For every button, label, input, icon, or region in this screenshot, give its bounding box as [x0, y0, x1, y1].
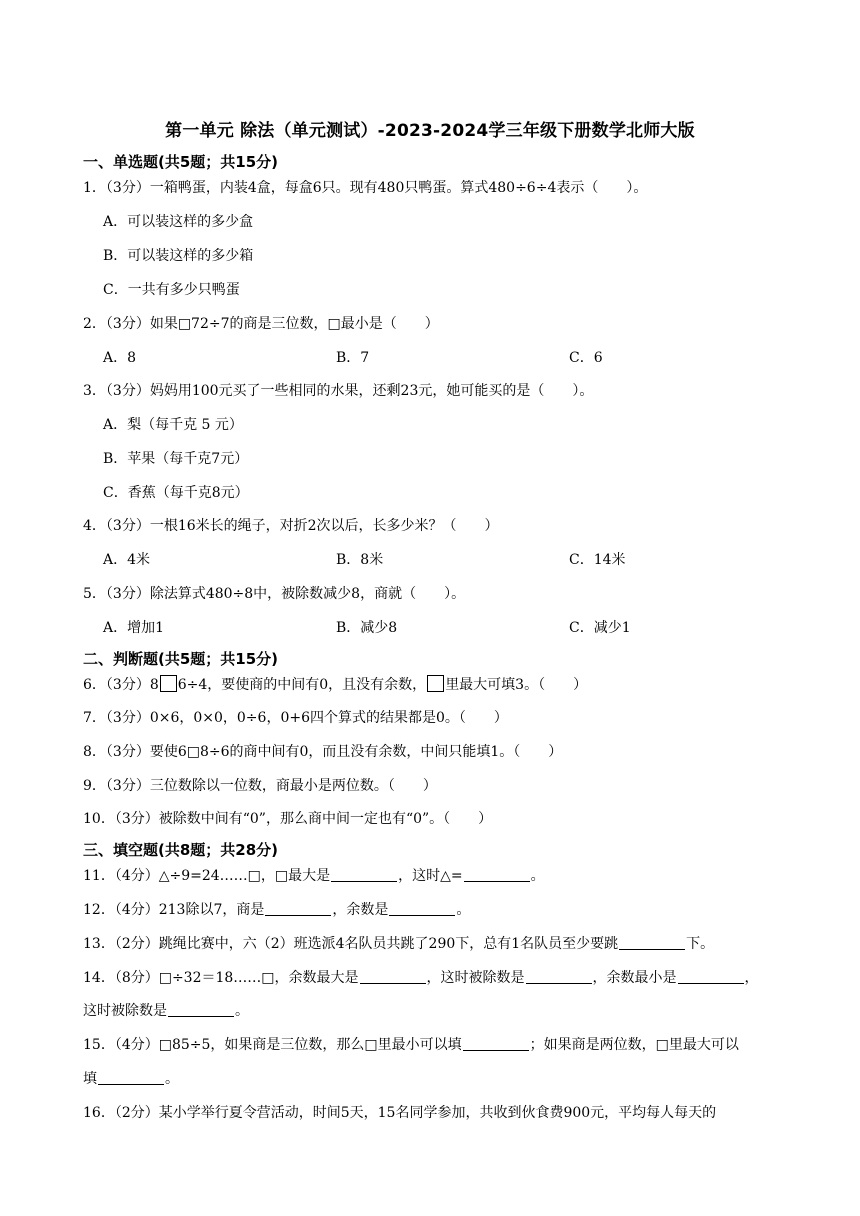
- question-14-text-3: ，余数最小是: [592, 970, 677, 986]
- question-2-option-c: C．6: [569, 350, 603, 366]
- question-11-text-1: 11．（4分）△÷9=24……□，□最大是: [83, 868, 331, 884]
- question-6-text-2: 6÷4，要使商的中间有0，且没有余数，: [177, 677, 427, 693]
- question-14-text-6: 。: [235, 1003, 249, 1019]
- section-heading-single-choice: 一、单选题(共5题；共15分): [83, 153, 279, 171]
- question-3-option-a: A．梨（每千克 5 元）: [103, 417, 243, 433]
- question-2-option-b: B．7: [336, 350, 370, 366]
- question-15-text-1: 15．（4分）□85÷5，如果商是三位数，那么□里最小可以填: [83, 1037, 462, 1053]
- question-15-text-3: 填: [83, 1071, 97, 1087]
- answer-blank[interactable]: [678, 969, 744, 984]
- answer-blank[interactable]: [463, 1036, 529, 1051]
- answer-blank[interactable]: [265, 901, 331, 916]
- question-15-text-4: 。: [165, 1071, 179, 1087]
- question-4-option-c: C．14米: [569, 552, 626, 568]
- question-11-text-2: ，这时△=: [398, 868, 463, 884]
- answer-blank[interactable]: [98, 1070, 164, 1085]
- question-6-text-1: 6．（3分）8: [83, 677, 159, 693]
- question-10: 10．（3分）被除数中间有“0”，那么商中间一定也有“0”。（ ）: [83, 811, 493, 827]
- answer-blank[interactable]: [389, 901, 455, 916]
- question-11-text-3: 。: [530, 868, 545, 884]
- question-13: [83, 934, 714, 954]
- question-6: [83, 675, 587, 695]
- question-7: 7．（3分）0×6，0×0，0÷6，0+6四个算式的结果都是0。（ ）: [83, 710, 508, 726]
- section-heading-true-false: 二、判断题(共5题；共15分): [83, 650, 279, 668]
- question-4-option-b: B．8米: [336, 552, 384, 568]
- question-1-stem: 1．（3分）一箱鸭蛋，内装4盒，每盒6只。现有480只鸭蛋。算式480÷6÷4表示（ ）。: [83, 180, 648, 196]
- question-2-stem: 2．（3分）如果□72÷7的商是三位数，□最小是（ ）: [83, 316, 439, 332]
- answer-blank[interactable]: [619, 935, 685, 950]
- question-1-option-b: B．可以装这样的多少箱: [103, 248, 254, 264]
- question-8: 8．（3分）要使6□8÷6的商中间有0，而且没有余数，中间只能填1。（ ）: [83, 744, 563, 760]
- question-14-text-4: ，: [744, 970, 759, 986]
- question-11: [83, 866, 545, 886]
- answer-box[interactable]: [427, 675, 444, 692]
- question-14-text-5: 这时被除数是: [83, 1003, 167, 1019]
- answer-blank[interactable]: [331, 867, 397, 882]
- answer-blank[interactable]: [526, 969, 592, 984]
- question-14-line-1: [83, 968, 759, 988]
- question-12-text-3: 。: [456, 902, 471, 918]
- question-4-option-a: A．4米: [103, 552, 151, 568]
- question-2-option-a: A．8: [103, 350, 137, 366]
- answer-blank[interactable]: [360, 969, 426, 984]
- question-5-option-c: C．减少1: [569, 620, 631, 636]
- answer-blank[interactable]: [168, 1002, 234, 1017]
- question-14-line-2: [83, 1001, 249, 1021]
- question-3-option-b: B．苹果（每千克7元）: [103, 451, 249, 467]
- question-5-option-b: B．减少8: [336, 620, 398, 636]
- question-1-option-c: C．一共有多少只鸭蛋: [103, 282, 240, 298]
- question-15-line-2: [83, 1069, 179, 1089]
- question-3-stem: 3．（3分）妈妈用100元买了一些相同的水果，还剩23元，她可能买的是（ ）。: [83, 383, 594, 399]
- question-14-text-1: 14．（8分）□÷32＝18……□，余数最大是: [83, 970, 359, 986]
- question-4-stem: 4．（3分）一根16米长的绳子，对折2次以后，长多少米？（ ）: [83, 518, 499, 534]
- answer-box[interactable]: [160, 675, 177, 692]
- question-13-text-2: 下。: [686, 936, 715, 952]
- answer-blank[interactable]: [464, 867, 530, 882]
- section-heading-fill-blank: 三、填空题(共8题；共28分): [83, 841, 279, 859]
- question-12-text-1: 12．（4分）213除以7，商是: [83, 902, 265, 918]
- question-3-option-c: C．香蕉（每千克8元）: [103, 485, 249, 501]
- question-13-text-1: 13．（2分）跳绳比赛中，六（2）班选派4名队员共跳了290下，总有1名队员至少要跳: [83, 936, 619, 952]
- question-5-stem: 5．（3分）除法算式480÷8中，被除数减少8，商就（ ）。: [83, 586, 466, 602]
- question-15-line-1: [83, 1035, 739, 1055]
- question-1-option-a: A．可以装这样的多少盒: [103, 214, 254, 230]
- question-5-option-a: A．增加1: [103, 620, 165, 636]
- question-6-text-3: 里最大可填3。（ ）: [445, 677, 588, 693]
- question-12: [83, 900, 470, 920]
- question-12-text-2: ，余数是: [332, 902, 389, 918]
- question-16: 16．（2分）某小学举行夏令营活动，时间5天，15名同学参加，共收到伙食费900元，平均每人每天的: [83, 1105, 717, 1121]
- question-15-text-2: ；如果商是两位数，□里最大可以: [529, 1037, 739, 1053]
- question-14-text-2: ，这时被除数是: [426, 970, 525, 986]
- page-title: 第一单元 除法（单元测试）-2023-2024学三年级下册数学北师大版: [165, 121, 695, 141]
- question-9: 9．（3分）三位数除以一位数，商最小是两位数。（ ）: [83, 778, 437, 794]
